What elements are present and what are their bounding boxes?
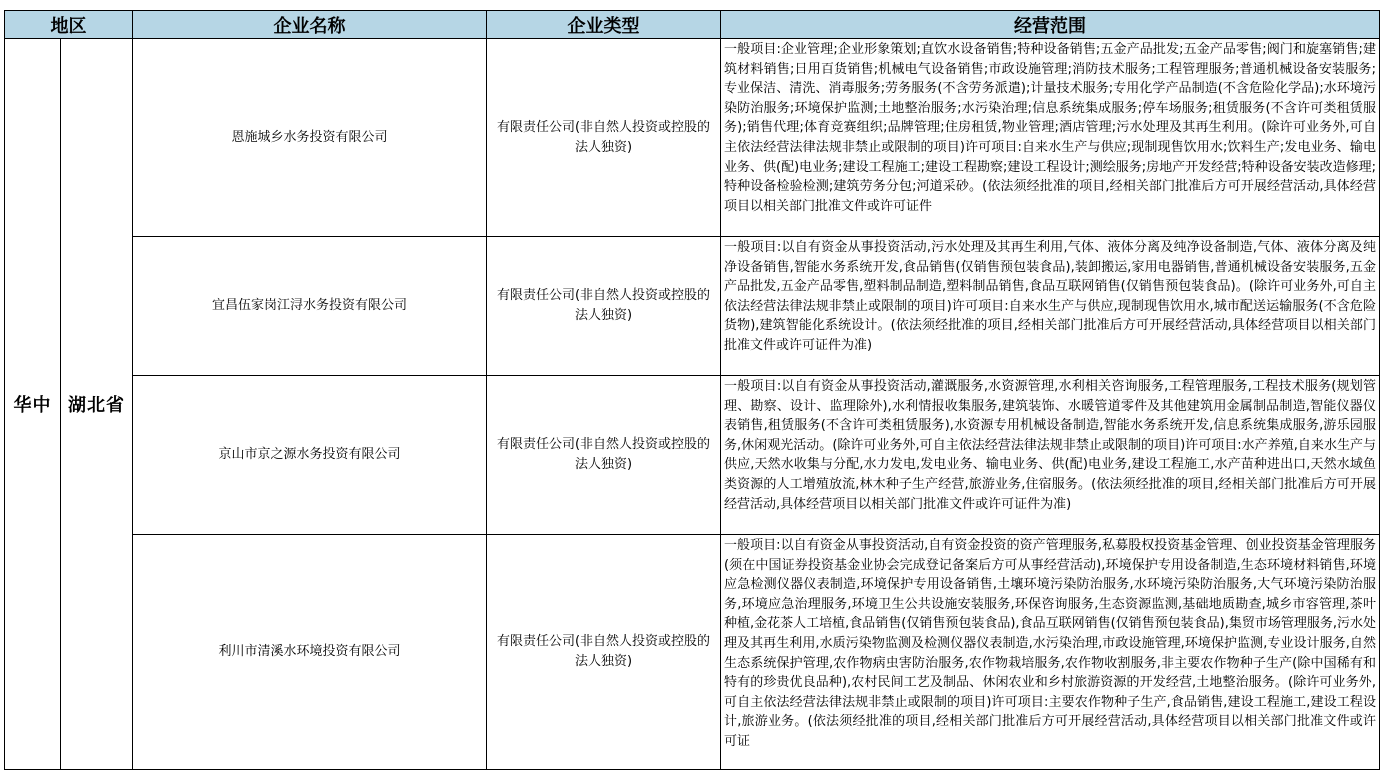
- company-type-cell: [487, 376, 721, 535]
- company-type-text: 有限责任公司(非自然人投资或控股的法人独资): [496, 634, 711, 669]
- business-scope-cell: [721, 39, 1380, 237]
- business-scope-text: 一般项目:以自有资金从事投资活动,灌溉服务,水资源管理,水利相关咨询服务,工程管理服务,工程技术服务(规划管理、勘察、设计、监理除外),水利情报收集服务,建筑装饰、水暖管道零件及其他建筑用金属制品制造,智能仪器仪表销售,租赁服务(不含许可类租赁服务),水资源专用机械设备制造,智能水务系统开发,信息系统集成服务,游乐园服务,休闲观光活动。(除许可业务外,可自主依法经营法律法规非禁止或限制的项目)许可项目:水产养殖,自来水生产与供应,天然水收集与分配,水力发电,发电业务、输电业务、供(配)电业务,建设工程施工,水产苗种进出口,天然水域鱼类资源的人工增殖放流,林木种子生产经营,旅游业务,住宿服务。(依法须经批准的项目,经相关部门批准后方可开展经营活动,具体经营项目以相关部门批准文件或许可证件为准): [724, 379, 1376, 512]
- header-region: 地区: [5, 11, 133, 39]
- business-scope-text: 一般项目:以自有资金从事投资活动,污水处理及其再生利用,气体、液体分离及纯净设备制造,气体、液体分离及纯净设备销售,智能水务系统开发,食品销售(仅销售预包装食品),装卸搬运,家用电器销售,普通机械设备安装服务,五金产品批发,五金产品零售,塑料制品制造,塑料制品销售,食品互联网销售(仅销售预包装食品)。(除许可业务外,可自主依法经营法律法规非禁止或限制的项目)许可项目:自来水生产与供应,现制现售饮用水,城市配送运输服务(不含危险货物),建筑智能化系统设计。(依法须经批准的项目,经相关部门批准后方可开展经营活动,具体经营项目以相关部门批准文件或许可证件为准): [724, 240, 1376, 353]
- company-name-cell: 京山市京之源水务投资有限公司: [133, 376, 487, 535]
- header-company-name: 企业名称: [133, 11, 487, 39]
- business-scope-text: 一般项目:企业管理;企业形象策划;直饮水设备销售;特种设备销售;五金产品批发;五金产品零售;阀门和旋塞销售;建筑材料销售;日用百货销售;机械电气设备销售;市政设施管理;消防技术服务;工程管理服务;普通机械设备安装服务;专业保洁、清洗、消毒服务;劳务服务(不含劳务派遣);计量技术服务;专用化学产品制造(不含危险化学品);水环境污染防治服务;环境保护监测;土地整治服务;水污染治理;信息系统集成服务;停车场服务;租赁服务(不含许可类租赁服务);销售代理;体育竞赛组织;品牌管理;住房租赁,物业管理;酒店管理;污水处理及其再生利用。(除许可业务外,可自主依法经营法律法规非禁止或限制的项目)许可项目:自来水生产与供应;现制现售饮用水;饮料生产;发电业务、输电业务、供(配)电业务;建设工程施工;建设工程勘察;建设工程设计;测绘服务;房地产开发经营;特种设备安装改造修理;特种设备检验检测;建筑劳务分包;河道采砂。(依法须经批准的项目,经相关部门批准后方可开展经营活动,具体经营项目以相关部门批准文件或许可证件: [724, 42, 1376, 214]
- company-type-cell: [487, 39, 721, 237]
- company-name-cell: 宜昌伍家岗江浔水务投资有限公司: [133, 237, 487, 376]
- region-area-cell: 华中: [5, 39, 61, 770]
- company-type-cell: [487, 237, 721, 376]
- table-row: [5, 535, 1380, 770]
- company-name-cell: 利川市清溪水环境投资有限公司: [133, 535, 487, 770]
- table-row: [5, 237, 1380, 376]
- enterprise-table: [4, 10, 1380, 770]
- business-scope-cell: [721, 376, 1380, 535]
- header-business-scope: 经营范围: [721, 11, 1380, 39]
- table-row: [5, 376, 1380, 535]
- business-scope-text: 一般项目:以自有资金从事投资活动,自有资金投资的资产管理服务,私募股权投资基金管理、创业投资基金管理服务(须在中国证券投资基金业协会完成登记备案后方可从事经营活动),环境保护专用设备制造,生态环境材料销售,环境应急检测仪器仪表制造,环境保护专用设备销售,土壤环境污染防治服务,水环境污染防治服务,大气环境污染防治服务,环境应急治理服务,环境卫生公共设施安装服务,环保咨询服务,生态资源监测,基础地质勘查,城乡市容管理,茶叶种植,金花茶人工培植,食品销售(仅销售预包装食品),食品互联网销售(仅销售预包装食品),集贸市场管理服务,污水处理及其再生利用,水质污染物监测及检测仪器仪表制造,水污染治理,市政设施管理,环境保护监测,专业设计服务,自然生态系统保护管理,农作物病虫害防治服务,农作物栽培服务,农作物收割服务,非主要农作物种子生产(除中国稀有和特有的珍贵优良品种),农村民间工艺及制品、休闲农业和乡村旅游资源的开发经营,土地整治服务。(除许可业务外,可自主依法经营法律法规非禁止或限制的项目)许可项目:主要农作物种子生产,食品销售,建设工程施工,建设工程设计,旅游业务。(依法须经批准的项目,经相关部门批准后方可开展经营活动,具体经营项目以相关部门批准文件或许可证: [724, 538, 1376, 749]
- table-row: [5, 39, 1380, 237]
- business-scope-cell: [721, 535, 1380, 770]
- header-company-type: 企业类型: [487, 11, 721, 39]
- region-province-cell: 湖北省: [61, 39, 133, 770]
- company-type-text: 有限责任公司(非自然人投资或控股的法人独资): [496, 437, 711, 472]
- company-type-text: 有限责任公司(非自然人投资或控股的法人独资): [496, 288, 711, 323]
- company-type-cell: [487, 535, 721, 770]
- business-scope-cell: [721, 237, 1380, 376]
- company-name-cell: 恩施城乡水务投资有限公司: [133, 39, 487, 237]
- company-type-text: 有限责任公司(非自然人投资或控股的法人独资): [496, 119, 711, 155]
- header-row: [5, 11, 1380, 39]
